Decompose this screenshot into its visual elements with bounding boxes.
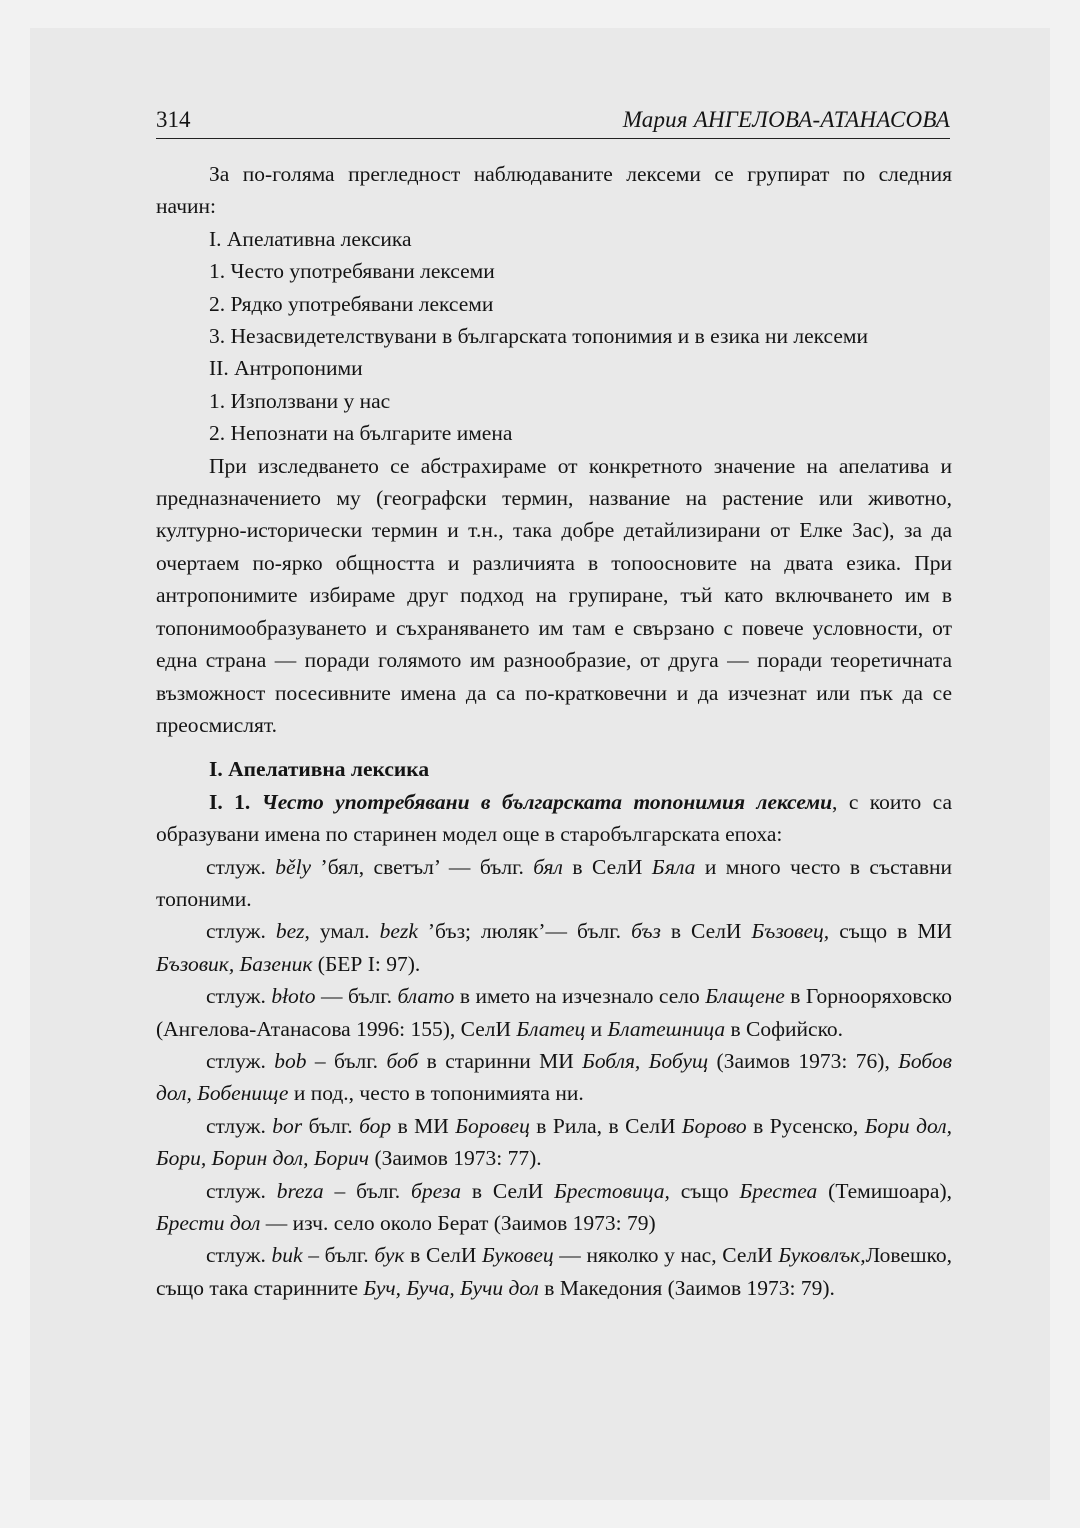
outline-item: 1. Използвани у нас — [209, 388, 391, 413]
entry-text: стлуж. — [206, 1113, 273, 1138]
entry-text: стлуж. — [206, 984, 272, 1009]
entry-term: Буковец — [482, 1243, 554, 1268]
lexeme-entry — [156, 980, 952, 1045]
entry-term: Буч, Буча, Бучи дол — [363, 1275, 539, 1300]
entry-text: в Софийско. — [725, 1016, 844, 1041]
entry-term: Брести дол — [156, 1211, 261, 1235]
entry-text: в СелИ — [660, 919, 752, 944]
outline-item: 2. Непознати на българите имена — [209, 421, 513, 446]
lexeme-entry — [156, 1239, 952, 1304]
lexeme-entry — [156, 1175, 952, 1240]
entry-term: Боровец — [455, 1113, 530, 1138]
entry-text: в СелИ — [404, 1243, 483, 1268]
outline-item: I. Апелативна лексика — [209, 226, 412, 251]
entry-term: Брестовица, — [554, 1178, 670, 1203]
entry-text: в МИ — [391, 1113, 456, 1138]
entry-text: Ловешко, също така старинните — [156, 1243, 952, 1300]
subsection-number: I. 1. — [209, 789, 251, 814]
entry-term: Блащене — [705, 984, 785, 1009]
entry-text: стлуж. — [206, 854, 276, 879]
entry-term: bezk — [379, 919, 418, 944]
entry-text: (Темишоара), — [817, 1178, 952, 1203]
entry-term: Брестеа — [739, 1178, 818, 1203]
entry-term: Бъзовец, — [751, 919, 830, 944]
entry-text: (Заимов 1973: 77). — [369, 1146, 542, 1171]
entry-term: бреза — [411, 1178, 461, 1203]
entry-text: — няколко у нас, СелИ — [553, 1243, 779, 1268]
entry-term: breza — [276, 1178, 324, 1203]
lexeme-entry — [156, 1110, 952, 1175]
entry-text: също — [669, 1178, 740, 1203]
intro-paragraph: За по-голяма прегледност наблюдаваните лексеми се групират по следния начин: — [156, 162, 952, 219]
entry-term: Бори дол, Бори, Борин дол, Борич — [156, 1113, 952, 1171]
entry-text: в името на изчезнало село — [454, 984, 706, 1009]
entry-term: bor — [272, 1113, 303, 1138]
entry-text: (Заимов 1973: 76), — [708, 1048, 899, 1073]
lexeme-entry — [156, 1045, 952, 1110]
entry-term: Блатешница — [607, 1016, 726, 1041]
lexeme-entry — [156, 915, 952, 980]
entry-text: — изч. село около Берат (Заимов 1973: 79) — [260, 1211, 656, 1235]
subsection-title: Често употребявани в българската топонимия лексеми — [261, 789, 833, 814]
entry-text: стлуж. — [206, 1048, 275, 1073]
research-paragraph: При изследването се абстрахираме от конкретното значение на апелатива и предназначението му (географски термин, название на растение или животно, културно-исторически термин и т.н., така добре детайлизирани от Елке Зас), за да очертаем по-ярко общността и различията в топоосновите на двата езика. При антропонимите избираме друг подход на групиране, тъй като включването им в топонимообразуването и съхраняването им там е свързано с повече условности, от една страна — поради голямото им разнообразие, от друга — поради теоретичната възможност посесивните имена да са по-кратковечни и да изчезнат или пък да се преосмислят. — [156, 453, 952, 737]
entry-term: боб — [386, 1048, 419, 1073]
entry-text: в СелИ — [562, 854, 652, 879]
entry-term: бук — [374, 1243, 405, 1268]
running-header — [156, 104, 950, 139]
entry-term: блато — [397, 984, 455, 1009]
entry-term: бял — [533, 854, 563, 879]
entry-text: – бълг. — [323, 1178, 412, 1203]
entry-text: в Горнооряховско (Ангелова-Атанасова 1996: 155), СелИ — [156, 984, 952, 1041]
entry-term: бъз — [631, 919, 661, 944]
entry-term: bob — [274, 1048, 307, 1073]
entry-text: , умал. — [304, 919, 380, 944]
entry-text: стлуж. — [206, 919, 276, 944]
lexeme-entry — [156, 851, 952, 916]
entry-text: – бълг. — [302, 1243, 375, 1268]
lexeme-entries — [156, 851, 952, 1305]
entry-text: и много често в съставни топоними. — [156, 854, 952, 911]
section-heading — [156, 753, 952, 785]
entry-text: – бълг. — [306, 1048, 387, 1073]
outline-item: 3. Незасвидетелствувани в българската топонимия и в езика ни лексеми — [209, 324, 869, 349]
entry-text: ’бъз; люляк’— бълг. — [417, 919, 632, 944]
entry-term: Буковлък, — [778, 1243, 866, 1268]
entry-text: в Рила, в СелИ — [529, 1113, 682, 1138]
entry-term: běly — [275, 854, 312, 879]
section-heading-text: I. Апелативна лексика — [209, 757, 430, 782]
entry-text: и под., често в топонимията ни. — [288, 1081, 584, 1106]
entry-text: в старинни МИ — [418, 1048, 583, 1073]
entry-term: Бъзовик, Базеник — [156, 951, 313, 976]
page-body — [156, 158, 952, 1304]
entry-text: също в МИ — [829, 919, 952, 944]
running-head-author: Мария АНГЕЛОВА-АТАНАСОВА — [622, 107, 950, 132]
entry-text: ’бял, светъл’ — бълг. — [311, 854, 534, 879]
subsection-text: , с които са образувани имена по старинен модел още в старобългарската епоха: — [156, 789, 952, 847]
entry-term: Борово — [681, 1113, 747, 1138]
entry-text: в Русенско, — [746, 1113, 865, 1138]
entry-text: — бълг. — [315, 984, 398, 1009]
entry-text: стлуж. — [206, 1243, 272, 1268]
entry-text: и — [585, 1016, 608, 1041]
entry-text: в СелИ — [460, 1178, 555, 1203]
entry-term: Бобов дол, Бобенище — [156, 1048, 952, 1106]
page-number: 314 — [156, 107, 191, 132]
entry-text: бълг. — [302, 1113, 360, 1138]
entry-term: błoto — [271, 984, 316, 1009]
outline-item: II. Антропоними — [209, 356, 363, 381]
subsection-paragraph — [156, 786, 952, 851]
entry-term: Блатец — [516, 1016, 586, 1041]
entry-text: (БЕР I: 97). — [312, 951, 421, 976]
entry-term: buk — [271, 1243, 303, 1268]
entry-term: Бяла — [651, 854, 696, 879]
entry-text: в Македония (Заимов 1973: 79). — [538, 1275, 835, 1300]
entry-term: bez — [275, 919, 305, 944]
entry-term: Бобля, Бобущ — [582, 1048, 709, 1073]
entry-term: бор — [359, 1113, 392, 1138]
entry-text: стлуж. — [206, 1178, 277, 1203]
outline-item: 2. Рядко употребявани лексеми — [209, 291, 494, 316]
outline-item: 1. Често употребявани лексеми — [209, 259, 495, 284]
